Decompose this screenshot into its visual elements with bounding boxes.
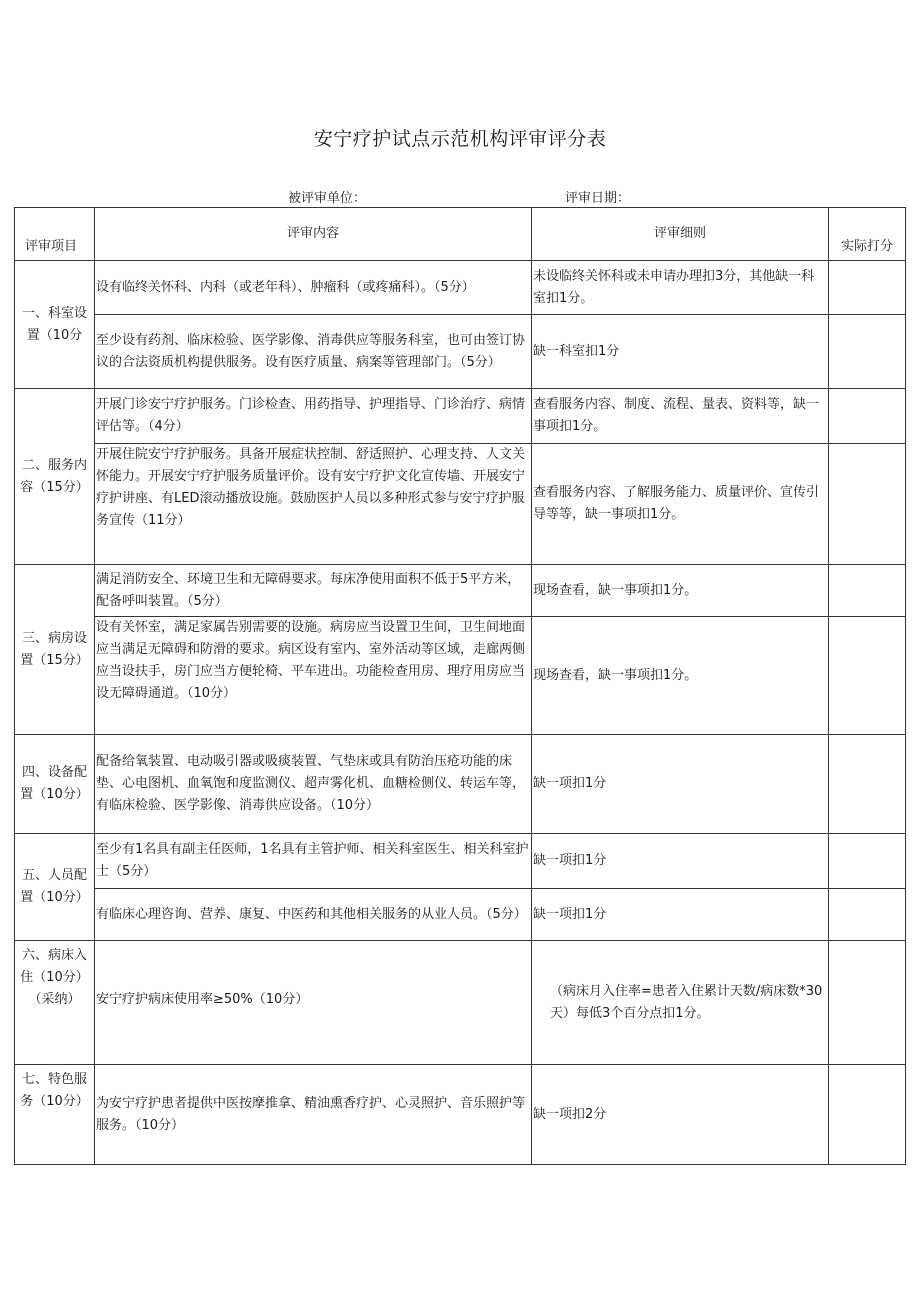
table-row — [15, 389, 906, 444]
content-cell: 满足消防安全、环境卫生和无障碍要求。每床净使用面积不低于5平方米，配备呼叫装置。（5分） — [95, 565, 532, 617]
header-item: 评审项目 — [15, 208, 95, 261]
rule-cell: 缺一项扣1分 — [532, 889, 829, 941]
table-row — [15, 261, 906, 315]
scoring-table — [14, 207, 906, 1165]
category-cell: 一、科室设置（10分 — [15, 261, 95, 389]
content-cell: 为安宁疗护患者提供中医按摩推拿、精油熏香疗护、心灵照护、音乐照护等服务。（10分） — [95, 1065, 532, 1165]
score-input-cell[interactable] — [829, 941, 906, 1065]
table-row — [15, 889, 906, 941]
rule-cell: 缺一科室扣1分 — [532, 315, 829, 389]
score-input-cell[interactable] — [829, 315, 906, 389]
content-cell: 开展门诊安宁疗护服务。门诊检查、用药指导、护理指导、门诊治疗、病情评估等。（4分） — [95, 389, 532, 444]
content-cell: 开展住院安宁疗护服务。具备开展症状控制、舒适照护、心理支持、人文关怀能力。开展安宁疗护服务质量评价。设有安宁疗护文化宣传墙、开展安宁疗护讲座、有LED滚动播放设施。鼓励医护人员以多种形式参与安宁疗护服务宣传（11分） — [95, 444, 532, 565]
evaluated-unit-label: 被评审单位： — [288, 191, 367, 206]
content-cell: 至少有1名具有副主任医师，1名具有主管护师、相关科室医生、相关科室护士（5分） — [95, 834, 532, 889]
table-row — [15, 1065, 906, 1165]
table-row — [15, 315, 906, 389]
rule-cell: 未设临终关怀科或未申请办理扣3分，其他缺一科室扣1分。 — [532, 261, 829, 315]
table-row — [15, 617, 906, 735]
category-cell: 五、人员配置（10分） — [15, 834, 95, 941]
score-input-cell[interactable] — [829, 834, 906, 889]
table-header-row — [15, 208, 906, 261]
table-row — [15, 735, 906, 834]
score-input-cell[interactable] — [829, 565, 906, 617]
table-row — [15, 941, 906, 1065]
header-content: 评审内容 — [95, 208, 532, 261]
rule-cell: 查看服务内容、了解服务能力、质量评价、宣传引导等等，缺一事项扣1分。 — [532, 444, 829, 565]
content-cell: 至少设有药剂、临床检验、医学影像、消毒供应等服务科室，也可由签订协议的合法资质机构提供服务。设有医疗质量、病案等管理部门。（5分） — [95, 315, 532, 389]
rule-cell: 查看服务内容、制度、流程、量表、资料等，缺一事项扣1分。 — [532, 389, 829, 444]
category-cell: 四、设备配置（10分） — [15, 735, 95, 834]
content-cell: 配备给氧装置、电动吸引器或吸痰装置、气垫床或具有防治压疮功能的床垫、心电图机、血氧饱和度监测仪、超声雾化机、血糖检侧仪、转运车等，有临床检验、医学影像、消毒供应设备。（10分） — [95, 735, 532, 834]
score-input-cell[interactable] — [829, 389, 906, 444]
content-cell: 设有临终关怀科、内科（或老年科）、肿瘤科（或疼痛科）。（5分） — [95, 261, 532, 315]
score-input-cell[interactable] — [829, 444, 906, 565]
evaluation-date-label: 评审日期： — [565, 191, 631, 206]
header-score: 实际打分 — [829, 208, 906, 261]
content-cell: 安宁疗护病床使用率≥50%（10分） — [95, 941, 532, 1065]
content-cell: 设有关怀室，满足家属告别需要的设施。病房应当设置卫生间，卫生间地面应当满足无障碍和防滑的要求。病区设有室内、室外活动等区域，走廊两侧应当设扶手，房门应当方便轮椅、平车进出。功能检查用房、理疗用房应当设无障碍通道。（10分） — [95, 617, 532, 735]
score-input-cell[interactable] — [829, 261, 906, 315]
header-rule: 评审细则 — [532, 208, 829, 261]
rule-cell: 现场查看，缺一事项扣1分。 — [532, 565, 829, 617]
category-cell: 三、病房设置（15分） — [15, 565, 95, 735]
rule-cell: 缺一项扣1分 — [532, 834, 829, 889]
category-cell: 六、病床入住（10分）（采纳） — [15, 941, 95, 1065]
rule-cell: （病床月入住率=患者入住累计天数/病床数*30天）每低3个百分点扣1分。 — [532, 941, 829, 1065]
table-row — [15, 565, 906, 617]
rule-cell: 缺一项扣2分 — [532, 1065, 829, 1165]
category-cell: 二、服务内容（15分） — [15, 389, 95, 565]
category-cell: 七、特色服务（10分） — [15, 1065, 95, 1165]
score-input-cell[interactable] — [829, 889, 906, 941]
score-input-cell[interactable] — [829, 617, 906, 735]
rule-cell: 缺一项扣1分 — [532, 735, 829, 834]
score-input-cell[interactable] — [829, 1065, 906, 1165]
content-cell: 有临床心理咨询、营养、康复、中医药和其他相关服务的从业人员。（5分） — [95, 889, 532, 941]
page-title: 安宁疗护试点示范机构评审评分表 — [313, 128, 607, 150]
table-row — [15, 834, 906, 889]
score-input-cell[interactable] — [829, 735, 906, 834]
table-row — [15, 444, 906, 565]
rule-cell: 现场查看，缺一事项扣1分。 — [532, 617, 829, 735]
